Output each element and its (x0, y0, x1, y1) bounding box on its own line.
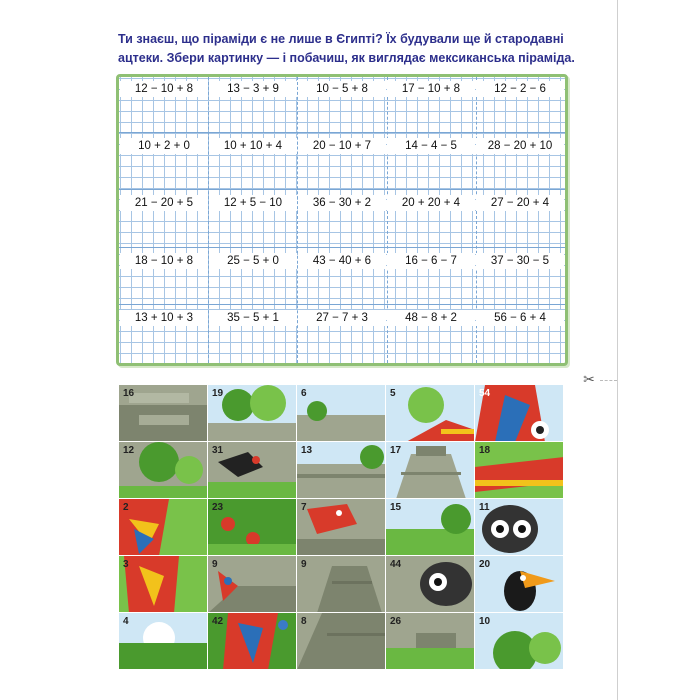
puzzle-tile-number: 13 (301, 445, 313, 456)
puzzle-tile[interactable] (475, 442, 564, 499)
puzzle-tile-number: 12 (123, 445, 135, 456)
puzzle-tile-number: 4 (123, 616, 129, 627)
puzzle-tile[interactable] (297, 385, 386, 442)
intro-line-1: Ти знаєш, що піраміди є не лише в Єгипті? Їх будували ще й стародавні (118, 32, 564, 46)
puzzle-tile-picture (119, 499, 208, 556)
math-expression: 10 + 10 + 4 (209, 138, 297, 154)
puzzle-tile-number: 6 (301, 388, 307, 399)
math-expression: 20 + 20 + 4 (387, 195, 475, 211)
puzzle-tile[interactable] (208, 385, 297, 442)
puzzle-tile-picture (297, 385, 386, 442)
intro-text (118, 30, 588, 68)
math-expression: 13 − 3 + 9 (209, 81, 297, 97)
puzzle-tile-picture (297, 613, 386, 670)
puzzle-tile[interactable] (475, 499, 564, 556)
puzzle-tile-picture (119, 556, 208, 613)
page-edge (617, 0, 618, 700)
grid-row-divider (119, 247, 565, 249)
grid-row-divider (119, 189, 565, 191)
puzzle-tile-number: 5 (390, 388, 396, 399)
puzzle-tile-number: 2 (123, 502, 129, 513)
puzzle-tile-number: 7 (301, 502, 307, 513)
math-expression: 13 + 10 + 3 (120, 310, 208, 326)
math-expression: 12 − 10 + 8 (120, 81, 208, 97)
puzzle-tile-number: 3 (123, 559, 129, 570)
puzzle-tile[interactable] (208, 613, 297, 670)
math-expression: 56 − 6 + 4 (476, 310, 564, 326)
math-expression: 43 − 40 + 6 (298, 253, 386, 269)
puzzle-tile-number: 54 (479, 388, 491, 399)
puzzle-tile-picture (119, 613, 208, 670)
puzzle-tile-number: 42 (212, 616, 224, 627)
puzzle-tile-number: 11 (479, 502, 490, 513)
puzzle-tile-number: 19 (212, 388, 224, 399)
puzzle-tile-picture (297, 499, 386, 556)
math-expression: 17 − 10 + 8 (387, 81, 475, 97)
puzzle-pieces (119, 385, 564, 671)
math-expression: 12 + 5 − 10 (209, 195, 297, 211)
puzzle-tile-number: 18 (479, 445, 491, 456)
intro-line-2: ацтеки. Збери картинку — і побачиш, як виглядає мексиканська піраміда. (118, 51, 575, 65)
puzzle-tile-picture (386, 385, 475, 442)
puzzle-tile[interactable] (386, 556, 475, 613)
puzzle-tile-number: 26 (390, 616, 402, 627)
puzzle-tile[interactable] (297, 442, 386, 499)
math-expression: 27 − 7 + 3 (298, 310, 386, 326)
math-expression: 10 − 5 + 8 (298, 81, 386, 97)
scissors-icon: ✂ (583, 371, 595, 387)
puzzle-tile[interactable] (208, 442, 297, 499)
math-expression: 48 − 8 + 2 (387, 310, 475, 326)
puzzle-tile[interactable] (119, 385, 208, 442)
math-expression: 25 − 5 + 0 (209, 253, 297, 269)
math-expression: 35 − 5 + 1 (209, 310, 297, 326)
puzzle-tile-number: 17 (390, 445, 402, 456)
puzzle-tile-picture (297, 556, 386, 613)
puzzle-tile-number: 44 (390, 559, 402, 570)
puzzle-tile-picture (208, 556, 297, 613)
math-expression: 12 − 2 − 6 (476, 81, 564, 97)
puzzle-tile[interactable] (119, 442, 208, 499)
math-expression: 16 − 6 − 7 (387, 253, 475, 269)
grid-row-divider (119, 132, 565, 134)
puzzle-tile-number: 23 (212, 502, 224, 513)
puzzle-tile-number: 9 (301, 559, 307, 570)
puzzle-tile-number: 9 (212, 559, 218, 570)
puzzle-tile[interactable] (297, 499, 386, 556)
puzzle-tile[interactable] (386, 385, 475, 442)
exercise-grid (116, 74, 568, 366)
puzzle-tile[interactable] (475, 385, 564, 442)
puzzle-tile[interactable] (386, 442, 475, 499)
puzzle-tile[interactable] (297, 556, 386, 613)
puzzle-tile[interactable] (386, 613, 475, 670)
puzzle-tile[interactable] (297, 613, 386, 670)
math-expression: 21 − 20 + 5 (120, 195, 208, 211)
math-expression: 18 − 10 + 8 (120, 253, 208, 269)
puzzle-tile-number: 10 (479, 616, 491, 627)
puzzle-tile[interactable] (386, 499, 475, 556)
puzzle-tile-number: 16 (123, 388, 135, 399)
puzzle-tile[interactable] (208, 499, 297, 556)
math-expression: 20 − 10 + 7 (298, 138, 386, 154)
puzzle-tile[interactable] (475, 613, 564, 670)
puzzle-tile[interactable] (119, 499, 208, 556)
cut-line (600, 380, 617, 381)
grid-row-divider (119, 304, 565, 306)
math-expression: 14 − 4 − 5 (387, 138, 475, 154)
math-expression: 10 + 2 + 0 (120, 138, 208, 154)
puzzle-tile-number: 15 (390, 502, 402, 513)
math-expression: 28 − 20 + 10 (476, 138, 564, 154)
puzzle-tile-number: 31 (212, 445, 224, 456)
puzzle-tile[interactable] (119, 613, 208, 670)
math-expression: 27 − 20 + 4 (476, 195, 564, 211)
math-expression: 36 − 30 + 2 (298, 195, 386, 211)
puzzle-tile[interactable] (119, 556, 208, 613)
puzzle-tile[interactable] (208, 556, 297, 613)
puzzle-tile-number: 8 (301, 616, 307, 627)
puzzle-tile[interactable] (475, 556, 564, 613)
math-expression: 37 − 30 − 5 (476, 253, 564, 269)
puzzle-tile-number: 20 (479, 559, 491, 570)
